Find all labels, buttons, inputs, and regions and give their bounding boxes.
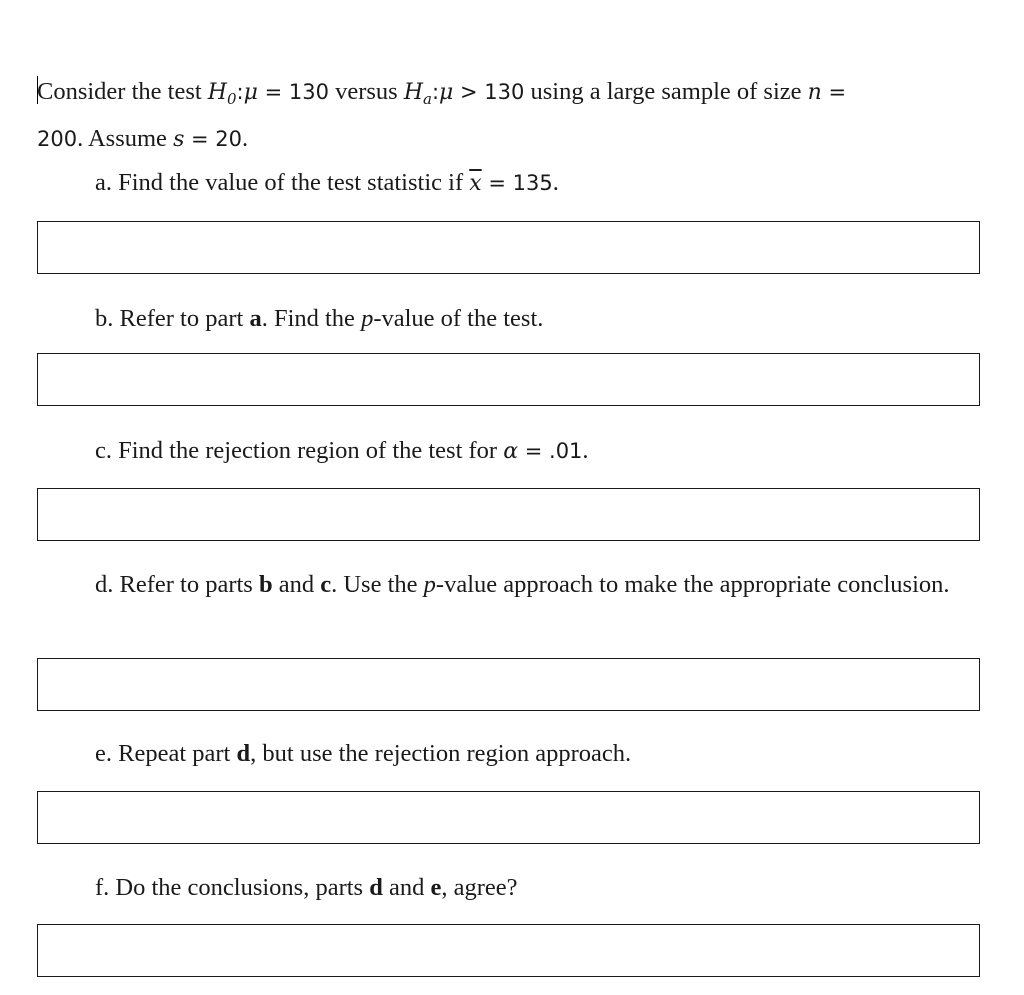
period: .: [242, 125, 249, 152]
h0-symbol: $H_0$: [207, 80, 237, 108]
question-text: , but use the rejection region approach.: [250, 740, 632, 767]
xbar-value: = 135: [481, 171, 553, 195]
s-value: = 20: [184, 127, 243, 151]
question-text: and: [382, 874, 431, 901]
equals-sign: =: [821, 80, 847, 104]
bold-ref: e: [430, 874, 442, 901]
p-italic: p: [423, 571, 436, 598]
bold-ref: d: [236, 740, 251, 767]
versus-text: versus: [328, 78, 404, 105]
question-text: a. Find the value of the test statistic if: [95, 169, 470, 196]
n-symbol: n: [807, 80, 822, 105]
answer-box-a[interactable]: [37, 221, 980, 274]
answer-box-c[interactable]: [37, 488, 980, 541]
question-text: e. Repeat part: [95, 740, 237, 767]
bold-ref: a: [249, 305, 262, 332]
question-text: . Find the: [261, 305, 362, 332]
question-text: d. Refer to parts: [95, 571, 259, 598]
ha-symbol: $H_a$: [403, 80, 432, 108]
intro-text: Consider the test: [37, 78, 208, 105]
ha-subscript: a: [423, 90, 432, 108]
question-f: [95, 869, 985, 907]
colon: :: [431, 80, 440, 104]
question-text: b. Refer to part: [95, 305, 250, 332]
intro-text: using a large sample of size: [524, 78, 808, 105]
sample-size-value: 200: [37, 127, 78, 151]
answer-box-b[interactable]: [37, 353, 980, 406]
answer-box-e[interactable]: [37, 791, 980, 844]
null-value: = 130: [257, 80, 329, 104]
question-a: [95, 164, 985, 203]
question-text: -value of the test.: [373, 305, 544, 332]
alpha-symbol: α: [503, 439, 519, 464]
xbar-symbol: $\overline{x}$: [469, 171, 482, 196]
question-d: [95, 566, 985, 604]
period: .: [582, 437, 589, 464]
bold-ref: c: [320, 571, 332, 598]
mu-symbol: μ: [243, 80, 258, 105]
h0-subscript: 0: [226, 90, 237, 108]
question-text: c. Find the rejection region of the test for: [95, 437, 504, 464]
question-b: [95, 300, 985, 338]
period: .: [552, 169, 559, 196]
mu-symbol: μ: [439, 80, 454, 105]
problem-statement: [37, 72, 987, 160]
question-c: [95, 432, 985, 471]
question-text: , agree?: [441, 874, 518, 901]
bold-ref: b: [258, 571, 273, 598]
question-e: [95, 735, 985, 773]
question-text: . Use the: [331, 571, 424, 598]
bold-ref: d: [369, 874, 383, 901]
alternative-value: > 130: [453, 80, 525, 104]
alpha-value: = .01: [518, 439, 583, 463]
s-symbol: s: [173, 127, 185, 152]
colon: :: [236, 80, 244, 104]
answer-box-f[interactable]: [37, 924, 980, 977]
question-text: and: [272, 571, 321, 598]
answer-box-d[interactable]: [37, 658, 980, 711]
intro-text: . Assume: [77, 125, 174, 152]
question-text: -value approach to make the appropriate conclusion.: [435, 571, 950, 598]
p-italic: p: [361, 305, 374, 332]
question-text: f. Do the conclusions, parts: [95, 874, 370, 901]
